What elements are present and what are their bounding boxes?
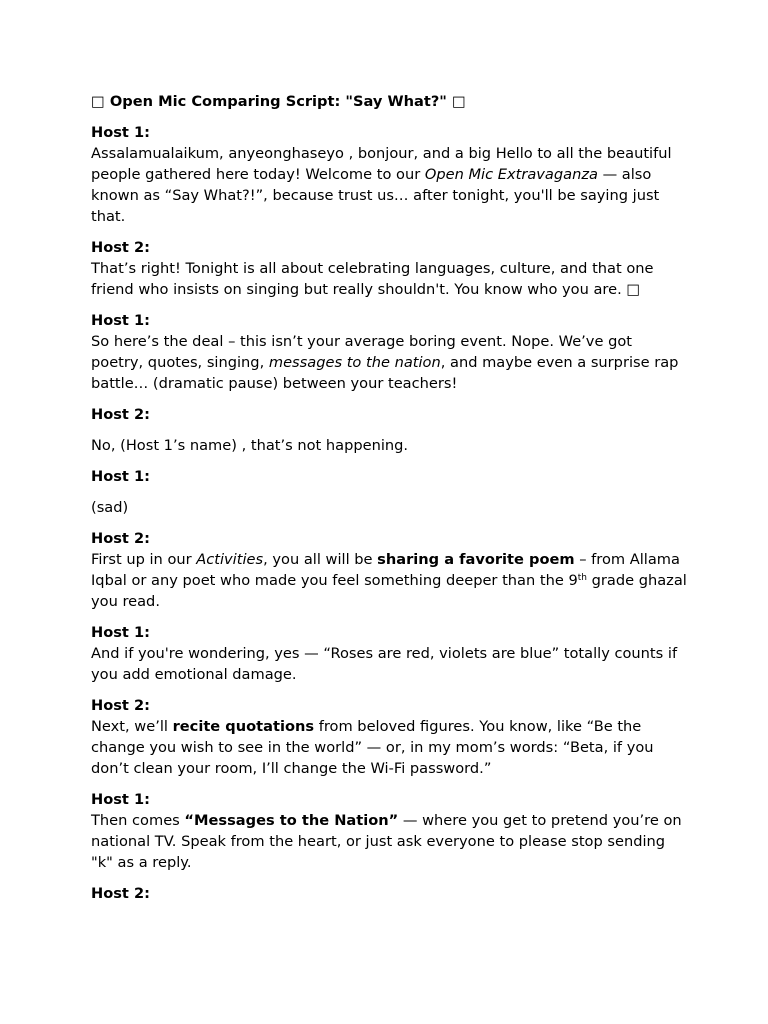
text-run: First up in our xyxy=(91,551,197,568)
speaker-label: Host 1: xyxy=(91,124,150,141)
speaker-label: Host 2: xyxy=(91,885,150,902)
dialogue-text xyxy=(91,810,687,873)
bold-text: “Messages to the Nation” xyxy=(184,812,399,829)
dialogue-block xyxy=(91,528,687,612)
speaker-label: Host 1: xyxy=(91,312,150,329)
dialogue-block xyxy=(91,695,687,779)
italic-text: Activities xyxy=(196,551,264,568)
script-title: □ Open Mic Comparing Script: "Say What?" □ xyxy=(91,93,466,110)
text-run: And if you're wondering, yes — “Roses are red, violets are blue” totally counts if you add emotional damage. xyxy=(91,645,678,683)
dialogue-text xyxy=(91,549,687,612)
dialogue-block xyxy=(91,122,687,227)
text-run: grade ghazal you read. xyxy=(91,572,687,610)
dialogue-block xyxy=(91,883,687,904)
speaker-label: Host 1: xyxy=(91,468,150,485)
text-run: – from Allama Iqbal or any poet who made you feel something deeper than the 9 xyxy=(91,551,680,589)
italic-text: messages to the nation xyxy=(268,354,441,371)
dialogue-block xyxy=(91,789,687,873)
text-run: — where you get to pretend you’re on national TV. Speak from the heart, or just ask everyone to please stop sending "k" as a reply. xyxy=(91,812,682,871)
dialogue-block xyxy=(91,237,687,300)
dialogue-text xyxy=(91,331,687,394)
speaker-label: Host 1: xyxy=(91,624,150,641)
text-run: (sad) xyxy=(91,499,129,516)
superscript-text: th xyxy=(577,573,587,583)
dialogue-text xyxy=(91,435,687,456)
dialogue-text xyxy=(91,143,687,227)
dialogue-block xyxy=(91,466,687,518)
speaker-label: Host 2: xyxy=(91,406,150,423)
dialogue-block xyxy=(91,404,687,456)
dialogue-text xyxy=(91,497,687,518)
document-page xyxy=(91,91,687,914)
speaker-label: Host 2: xyxy=(91,239,150,256)
dialogue-text xyxy=(91,716,687,779)
speaker-label: Host 2: xyxy=(91,530,150,547)
dialogue-text xyxy=(91,258,687,300)
text-run: Assalamualaikum, anyeonghaseyo , bonjour, and a big Hello to all the beautiful people gathered here today! Welcome to our xyxy=(91,145,672,183)
dialogue-block xyxy=(91,310,687,394)
text-run: — also known as “Say What?!”, because trust us… after tonight, you'll be saying just that. xyxy=(91,166,660,225)
italic-text: Open Mic Extravaganza xyxy=(424,166,598,183)
text-run: That’s right! Tonight is all about celebrating languages, culture, and that one friend who insists on singing but really shouldn't. You know who you are. □ xyxy=(91,260,654,298)
bold-text: recite quotations xyxy=(172,718,315,735)
text-run: Then comes xyxy=(91,812,185,829)
text-run: Next, we’ll xyxy=(91,718,173,735)
speaker-label: Host 1: xyxy=(91,791,150,808)
text-run: , and maybe even a surprise rap battle… (dramatic pause) between your teachers! xyxy=(91,354,679,392)
text-run: No, (Host 1’s name) , that’s not happening. xyxy=(91,437,409,454)
text-run: , you all will be xyxy=(263,551,378,568)
text-run: So here’s the deal – this isn’t your average boring event. Nope. We’ve got poetry, quotes, singing, xyxy=(91,333,632,371)
text-run: from beloved figures. You know, like “Be the change you wish to see in the world” — or, in my mom’s words: “Beta, if you don’t clean your room, I’ll change the Wi-Fi password.” xyxy=(91,718,654,777)
dialogue-block xyxy=(91,622,687,685)
script-body xyxy=(91,122,687,904)
bold-text: sharing a favorite poem xyxy=(377,551,575,568)
dialogue-text xyxy=(91,643,687,685)
speaker-label: Host 2: xyxy=(91,697,150,714)
